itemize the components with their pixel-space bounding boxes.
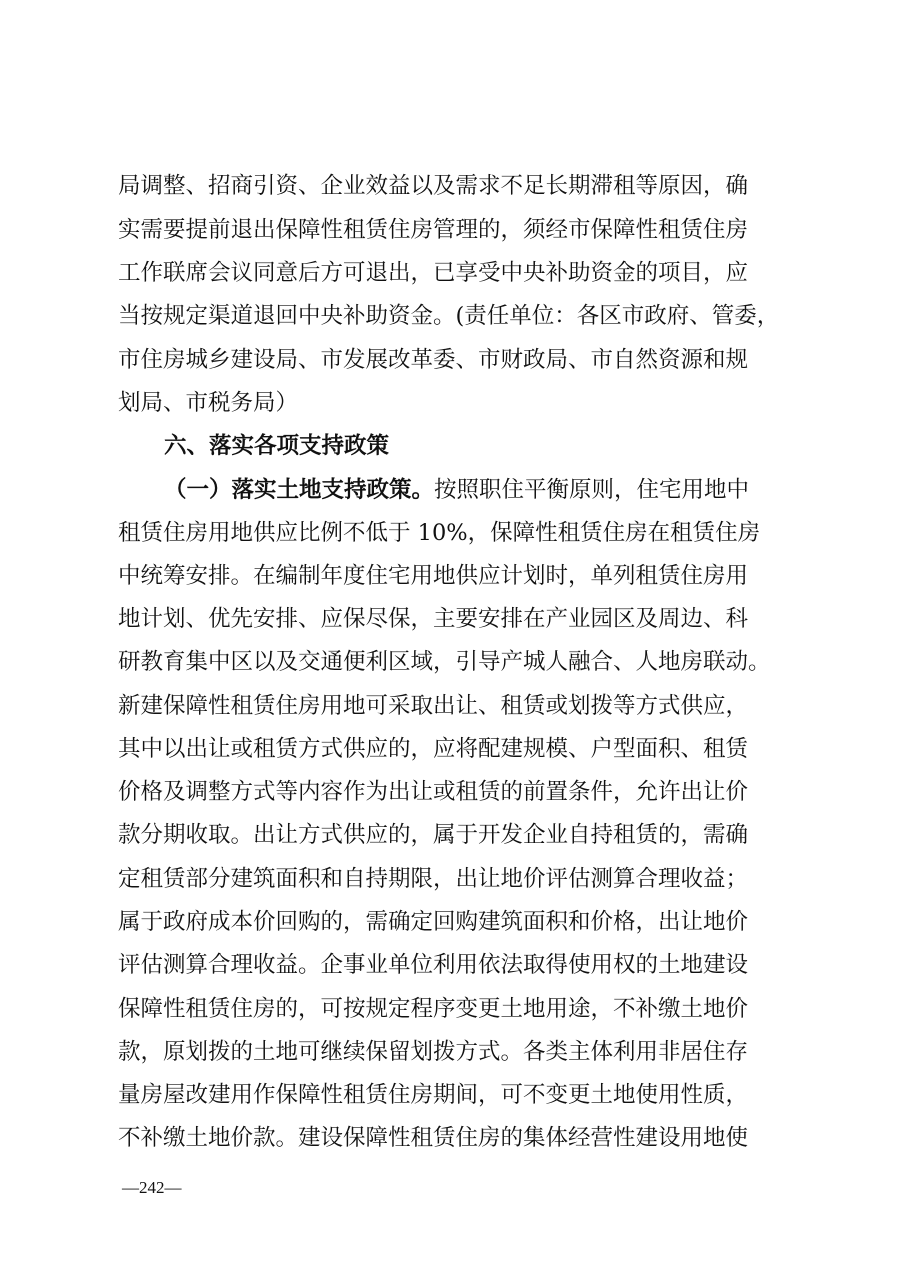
body-line: 研教育集中区以及交通便利区域，引导产城人融合、人地房联动。	[118, 649, 771, 675]
body-line: 量房屋改建用作保障性租赁住房期间，可不变更土地使用性质，	[118, 1082, 749, 1108]
body-line: 租赁住房用地供应比例不低于 10%，保障性租赁住房在租赁住房	[118, 520, 761, 546]
body-line: 不补缴土地价款。建设保障性租赁住房的集体经营性建设用地使	[118, 1125, 749, 1151]
body-line: 中统筹安排。在编制年度住宅用地供应计划时，单列租赁住房用	[118, 563, 749, 589]
body-line: 定租赁部分建筑面积和自持期限，出让地价评估测算合理收益；	[118, 866, 749, 892]
paragraph-line: 市住房城乡建设局、市发展改革委、市财政局、市自然资源和规	[118, 347, 749, 373]
body-line: 保障性租赁住房的，可按规定程序变更土地用途，不补缴土地价	[118, 996, 749, 1022]
section-heading: 六、落实各项支持政策	[164, 433, 390, 459]
body-line: 新建保障性租赁住房用地可采取出让、租赁或划拨等方式供应，	[118, 693, 749, 719]
subsection-first-line	[164, 475, 749, 505]
page-number: —242—	[122, 1178, 182, 1197]
body-line: 款分期收取。出让方式供应的，属于开发企业自持租赁的，需确	[118, 822, 749, 848]
subsection-text: 按照职住平衡原则，住宅用地中	[434, 477, 750, 503]
body-line: 价格及调整方式等内容作为出让或租赁的前置条件，允许出让价	[118, 779, 749, 805]
paragraph-line: 实需要提前退出保障性租赁住房管理的，须经市保障性租赁住房	[118, 217, 749, 243]
body-line: 地计划、优先安排、应保尽保，主要安排在产业园区及周边、科	[118, 606, 749, 632]
paragraph-line: 局调整、招商引资、企业效益以及需求不足长期滞租等原因，确	[118, 173, 749, 199]
body-line: 款，原划拨的土地可继续保留划拨方式。各类主体利用非居住存	[118, 1039, 749, 1065]
body-line: 其中以出让或租赁方式供应的，应将配建规模、户型面积、租赁	[118, 736, 749, 762]
body-line: 属于政府成本价回购的，需确定回购建筑面积和价格，出让地价	[118, 909, 749, 935]
paragraph-line: 工作联席会议同意后方可退出，已享受中央补助资金的项目，应	[118, 260, 749, 286]
paragraph-line: 划局、市税务局）	[118, 390, 299, 416]
paragraph-line: 当按规定渠道退回中央补助资金。(责任单位：各区市政府、管委，	[118, 303, 780, 329]
subsection-title: （一）落实土地支持政策。	[164, 477, 435, 503]
body-line: 评估测算合理收益。企事业单位利用依法取得使用权的土地建设	[118, 952, 749, 978]
